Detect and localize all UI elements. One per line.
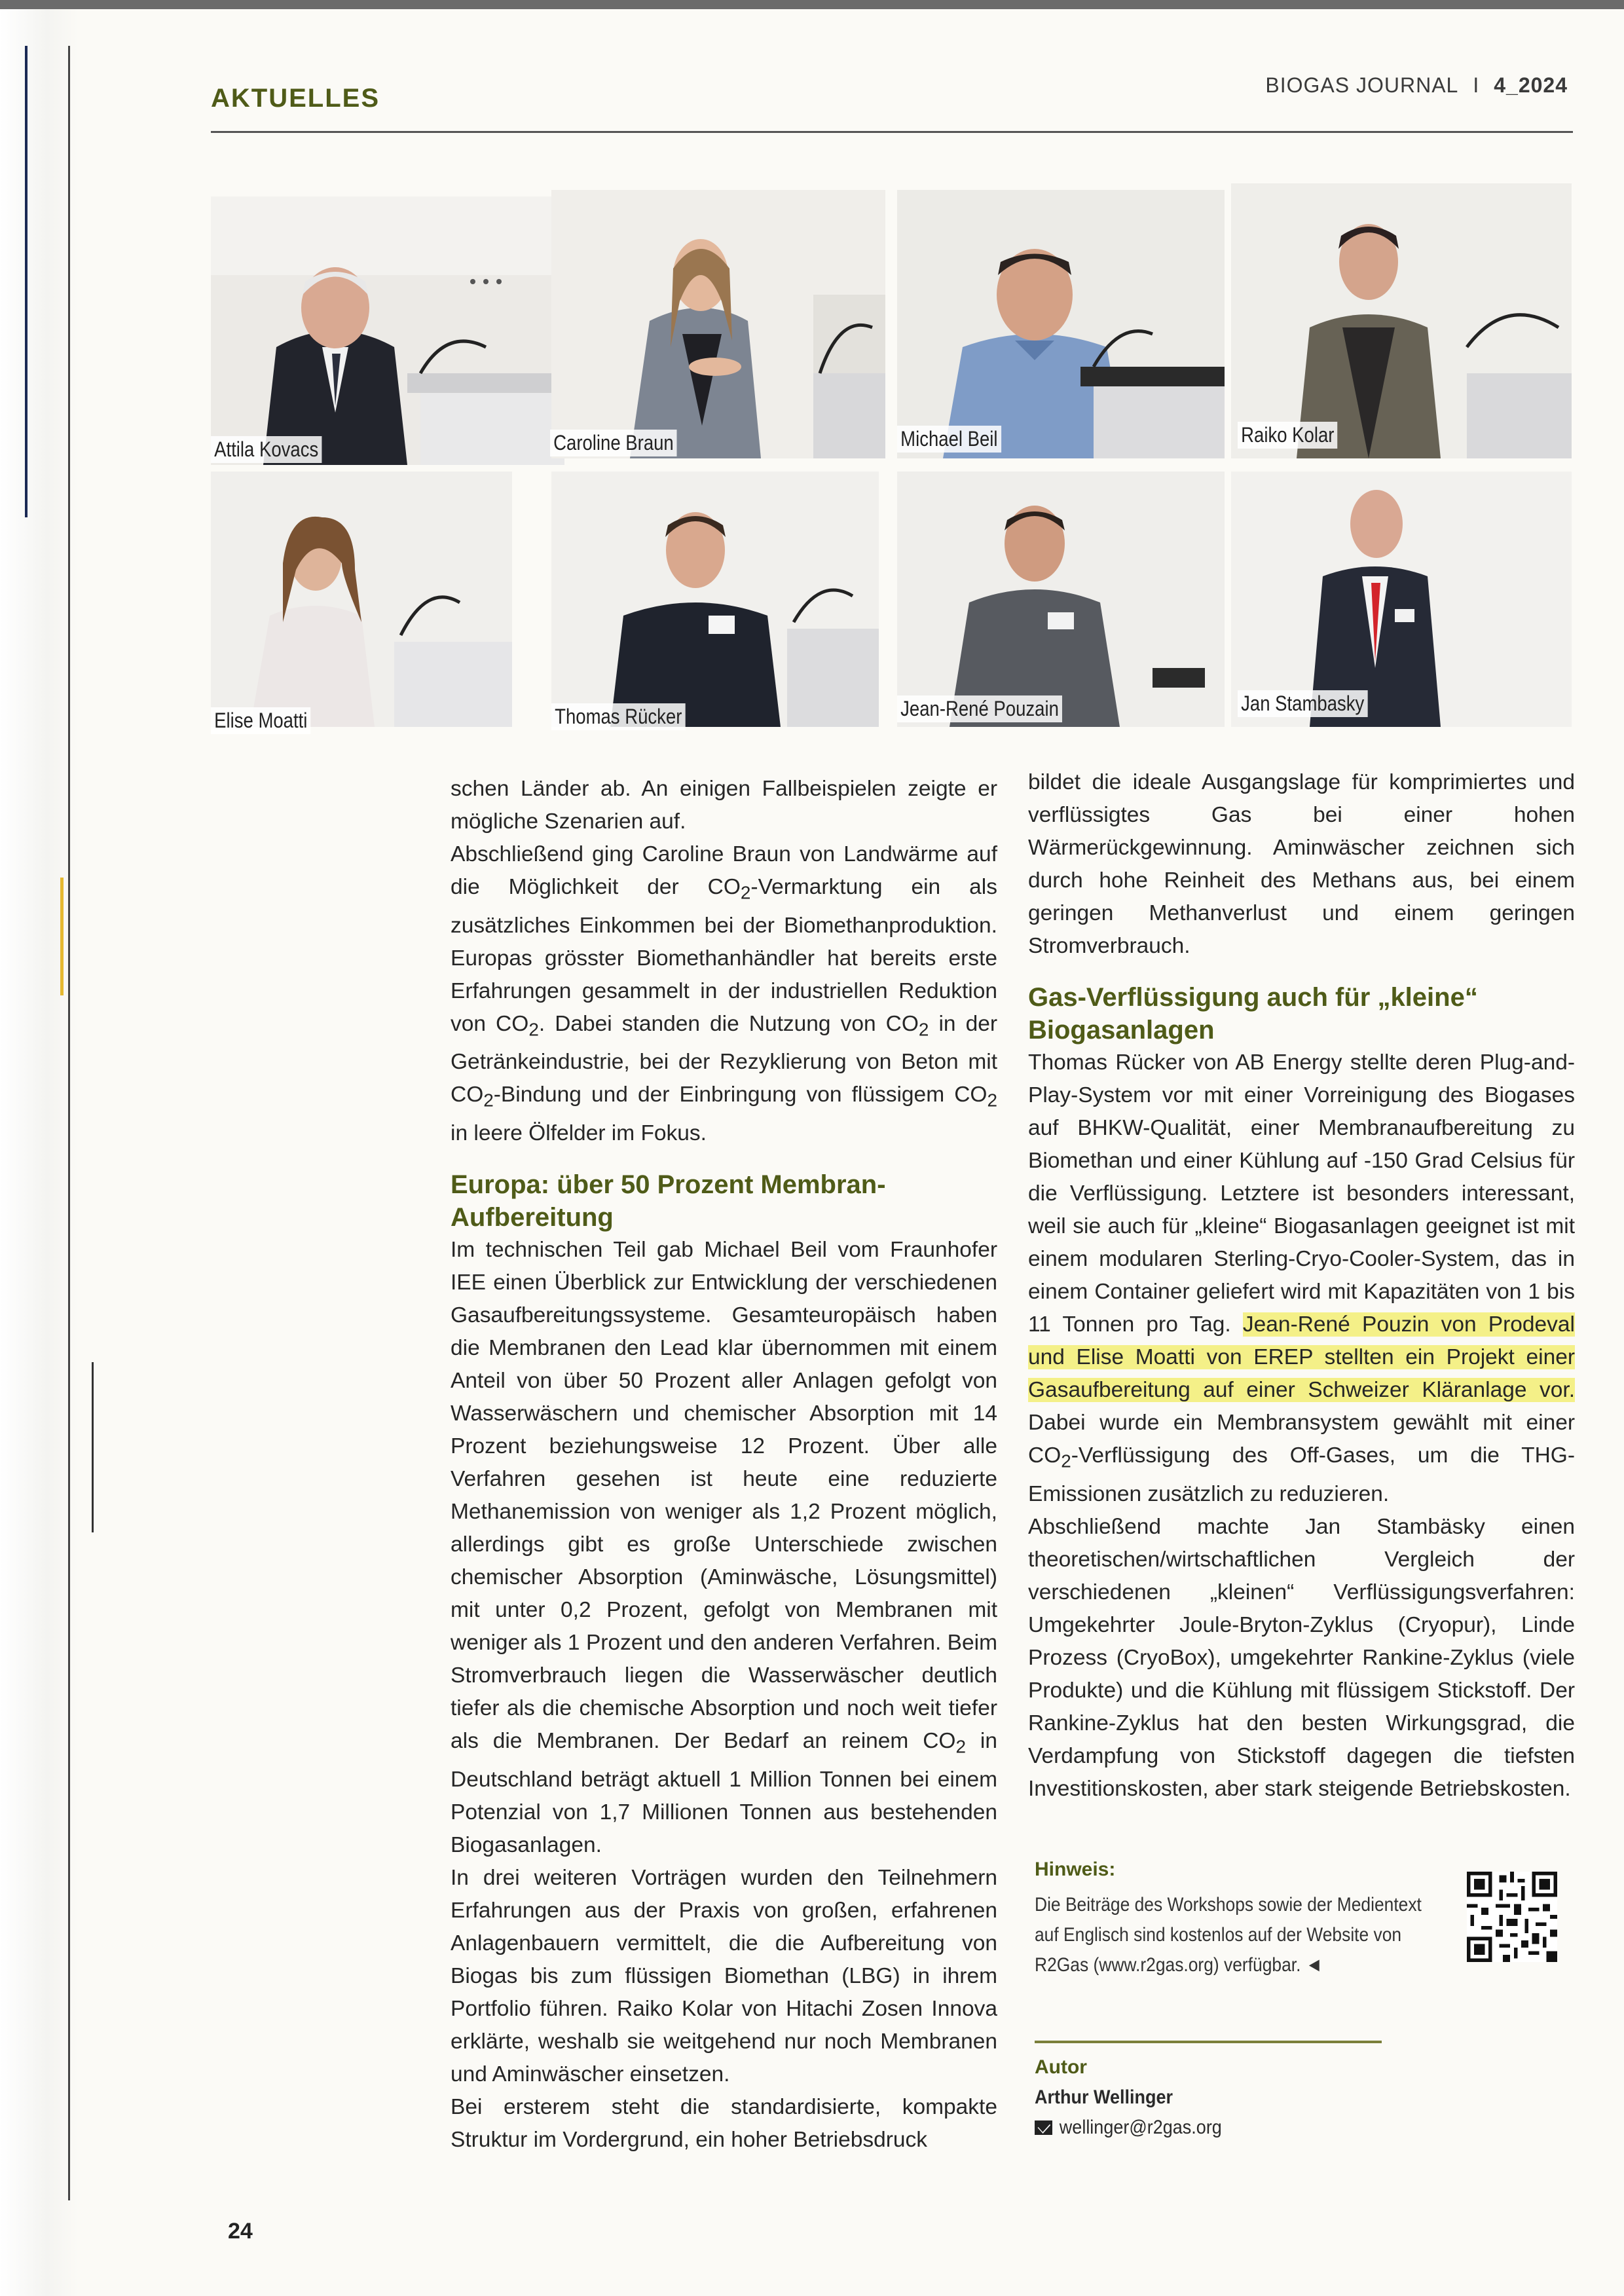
paragraph: Thomas Rücker von AB Energy stellte deren Plug-and-Play-System vor mit einer Vorreinigung des Biogases auf BHKW-Qualität, einer Membranaufbereitung zu Biomethan und einer Kühlung auf -150 Grad Celsius für die Verflüssigung. Letztere ist besonders interessant, weil sie auch für „kleine“ Biogasanlagen geeignet ist mit einem modularen Sterling-Cryo-Cooler-System, das in einem Container geliefert wird mit Kapazitäten von 1 bis 11 Tonnen pro Tag. Jean-René Pouzin von Prodeval und Elise Moatti von EREP stellten ein Projekt einer Gasaufbereitung auf einer Schweizer Kläranlage vor. Dabei wurde ein Membransystem gewählt mit einer $CO_2$-Verflüssigung des Off-Gases, um die THG-Emissionen zusätzlich zu reduzieren.	[1028, 1050, 1575, 1506]
author-divider	[1035, 2041, 1382, 2043]
hint-label: Hinweis:	[1035, 1859, 1116, 1880]
speaker-photo-ruecker	[551, 472, 879, 727]
caption-kovacs: Attila Kovacs	[211, 436, 322, 463]
article-column-left	[451, 773, 997, 2157]
magazine-name: BIOGAS JOURNAL	[1265, 73, 1459, 97]
caption-ruecker: Thomas Rücker	[551, 703, 686, 730]
article-column-right	[1028, 766, 1575, 1805]
caption-braun: Caroline Braun	[550, 430, 677, 456]
binding-line	[25, 46, 28, 517]
speaker-photo-pouzain	[897, 472, 1225, 727]
speaker-photo-stambasky	[1231, 472, 1572, 727]
envelope-icon	[1035, 2120, 1052, 2135]
header-separator: I	[1473, 73, 1480, 97]
header-rule	[211, 131, 1573, 133]
issue-number: 4_2024	[1494, 73, 1568, 97]
section-title: AKTUELLES	[211, 84, 380, 113]
author-label: Autor	[1035, 2056, 1087, 2078]
scan-top-bar	[0, 0, 1624, 9]
caption-moatti: Elise Moatti	[211, 707, 311, 734]
paragraph: Bei ersterem steht die standardisierte, kompakte Struktur im Vordergrund, ein hoher Betriebsdruck	[451, 2094, 997, 2152]
section-heading: Europa: über 50 Prozent Membran-Aufbereitung	[451, 1170, 886, 1232]
speaker-photo-kovacs	[211, 196, 564, 465]
binding-line	[68, 46, 70, 2200]
author-email-text[interactable]: wellinger@r2gas.org	[1059, 2117, 1222, 2138]
paragraph: Abschließend ging Caroline Braun von Landwärme auf die Möglichkeit der $CO_2$-Vermarktung ein als zusätzliches Einkommen bei der Biomethanproduktion. Europas grösster Biomethanhändler hat bereits erste Erfahrungen gesammelt in der industriellen Reduktion von $CO_2$. Dabei standen die Nutzung von $CO_2$ in der Getränkeindustrie, bei der Rezyklierung von Beton mit $CO_2$-Bindung und der Einbringung von flüssigem $CO_2$ in leere Ölfelder im Fokus.	[451, 842, 997, 1146]
paragraph: Abschließend machte Jan Stambäsky einen theoretischen/wirtschaftlichen Vergleich der verschiedenen „kleinen“ Verflüssigungsverfahren: Umgekehrter Joule-Bryton-Zyklus (Cryopur), Linde Prozess (CryoBox), umgekehrter Rankine-Zyklus (viele Produkte) und die Kühlung mit flüssigem Stickstoff. Der Rankine-Zyklus hat den besten Wirkungsgrad, die Verdampfung von Stickstoff dagegen die tiefsten Investitionskosten, aber stark steigende Betriebskosten.	[1028, 1514, 1575, 1801]
paragraph: In drei weiteren Vorträgen wurden den Teilnehmern Erfahrungen aus der Praxis von großen, erfahrenen Anlagenbauern vermittelt, die die Aufbereitung von Biogas bis zum flüssigen Biomethan (LBG) in ihrem Portfolio führen. Raiko Kolar von Hitachi Zosen Innova erklärte, weshalb sie weitgehend nur noch Membranen und Aminwäscher einsetzen.	[451, 1865, 997, 2086]
speaker-photo-beil	[897, 190, 1225, 458]
paragraph: bildet die ideale Ausgangslage für komprimiertes und verflüssigtes Gas bei einer hohen Wärmerückgewinnung. Aminwäscher zeichnen sich durch hohe Reinheit des Methans aus, bei einem geringen Methanverlust und einem geringen Stromverbrauch.	[1028, 770, 1575, 958]
binding-mark	[60, 878, 64, 995]
speaker-photo-braun	[551, 190, 885, 458]
author-email[interactable]	[1035, 2117, 1222, 2139]
paragraph: Im technischen Teil gab Michael Beil vom Fraunhofer IEE einen Überblick zur Entwicklung der verschiedenen Gasaufbereitungssysteme. Gesamteuropäisch haben die Membranen den Lead klar übernommen mit einem Anteil von über 50 Prozent aller Anlagen gefolgt von Wasserwäschern und chemischer Absorption mit 14 Prozent beziehungsweise 12 Prozent. Über alle Verfahren gesehen ist heute eine reduzierte Methanemission von weniger als 1,2 Prozent möglich, allerdings gibt es große Unterschiede zwischen chemischer Absorption (Aminwäsche, Lösungsmittel) mit unter 0,2 Prozent, gefolgt von Membranen mit weniger als 1 Prozent und den anderen Verfahren. Beim Stromverbrauch liegen die Wasserwäscher deutlich tiefer als die chemische Absorption und noch weit tiefer als die Membranen. Der Bedarf an reinem $CO_2$ in Deutschland beträgt aktuell 1 Million Tonnen bei einem Potenzial von 1,7 Millionen Tonnen aus bestehenden Biogasanlagen.	[451, 1238, 997, 1857]
paragraph: schen Länder ab. An einigen Fallbeispielen zeigte er mögliche Szenarien auf.	[451, 777, 997, 834]
author-name: Arthur Wellinger	[1035, 2086, 1173, 2108]
caption-stambasky: Jan Stambasky	[1238, 690, 1367, 717]
scan-binding-edge	[0, 9, 79, 2296]
caption-pouzain: Jean-René Pouzain	[897, 695, 1062, 722]
hint-text: Die Beiträge des Workshops sowie der Medientext auf Englisch sind kostenlos auf der Website von R2Gas (www.r2gas.org) verfügbar. ◄	[1035, 1894, 1422, 1976]
speaker-photo-moatti	[211, 472, 512, 727]
section-heading: Gas-Verflüssigung auch für „kleine“ Biogasanlagen	[1028, 983, 1478, 1045]
caption-kolar: Raiko Kolar	[1238, 422, 1338, 449]
highlighted-text: Jean-René Pouzin von Prodeval und Elise Moatti von EREP stellten ein Projekt einer Gasaufbereitung auf einer Schweizer Kläranlage vor.	[1028, 1312, 1575, 1402]
binding-line	[92, 1362, 94, 1532]
caption-beil: Michael Beil	[897, 426, 1001, 453]
end-mark-icon: ◄	[1305, 1954, 1323, 1976]
page-number: 24	[228, 2219, 253, 2244]
qr-code-icon[interactable]	[1467, 1872, 1557, 1962]
speaker-photo-kolar	[1231, 183, 1572, 458]
magazine-header	[1265, 73, 1568, 98]
